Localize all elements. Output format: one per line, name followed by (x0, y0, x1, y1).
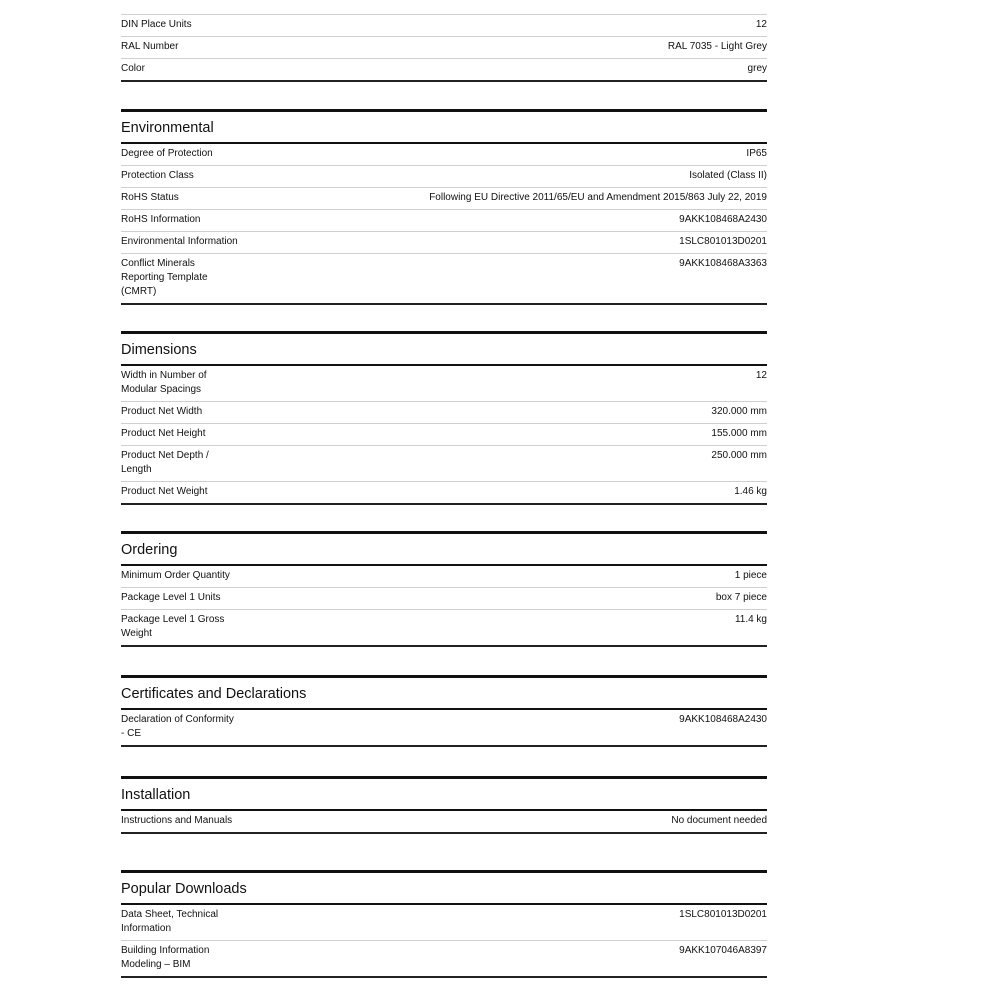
row-value: 12 (755, 19, 767, 30)
row-value: 1SLC801013D0201 (679, 236, 767, 247)
section-title: Environmental (121, 109, 767, 144)
section-title: Popular Downloads (121, 870, 767, 905)
spec-row (121, 188, 767, 210)
spec-row (121, 210, 767, 232)
spec-row-ral-number (121, 37, 767, 59)
row-value: box 7 piece (715, 592, 767, 603)
row-label: Declaration of Conformity - CE (121, 714, 234, 739)
row-value: 320.000 mm (711, 406, 767, 417)
spec-row (121, 566, 767, 588)
row-value: 1.46 kg (734, 486, 767, 497)
section-title: Installation (121, 776, 767, 811)
row-value: 1SLC801013D0201 (679, 909, 767, 920)
row-label: Data Sheet, Technical Information (121, 909, 219, 934)
row-label: Conflict Minerals Reporting Template (CMRT) (121, 258, 208, 297)
row-value: 9AKK108468A3363 (679, 258, 767, 269)
section-title: Ordering (121, 531, 767, 566)
spec-row (121, 366, 767, 402)
row-label: DIN Place Units (121, 19, 192, 30)
spec-row (121, 254, 767, 305)
row-value: 1 piece (734, 570, 767, 581)
row-label: Product Net Height (121, 428, 206, 439)
row-value: Following EU Directive 2011/65/EU and Amendment 2015/863 July 22, 2019 (429, 192, 767, 203)
row-label: Minimum Order Quantity (121, 570, 230, 581)
row-label: Package Level 1 Units (121, 592, 221, 603)
row-label: Product Net Width (121, 406, 203, 417)
row-label: Environmental Information (121, 236, 238, 247)
spec-row-din-place-units (121, 14, 767, 37)
row-label: RoHS Status (121, 192, 179, 203)
spec-row (121, 588, 767, 610)
row-label: Instructions and Manuals (121, 815, 233, 826)
row-value: 12 (755, 370, 767, 381)
row-label: Protection Class (121, 170, 194, 181)
spec-row (121, 424, 767, 446)
section-ordering (121, 531, 767, 647)
spec-row (121, 402, 767, 424)
row-label: Degree of Protection (121, 148, 213, 159)
row-label: RAL Number (121, 41, 179, 52)
spec-row (121, 144, 767, 166)
section-dimensions (121, 331, 767, 505)
row-label: Product Net Weight (121, 486, 208, 497)
spec-row (121, 811, 767, 834)
row-label: Package Level 1 Gross Weight (121, 614, 225, 639)
row-value: RAL 7035 - Light Grey (667, 41, 767, 52)
row-label: Building Information Modeling – BIM (121, 945, 210, 970)
row-value: Isolated (Class II) (689, 170, 767, 181)
section-popular-downloads (121, 870, 767, 978)
section-title: Dimensions (121, 331, 767, 366)
spec-row (121, 232, 767, 254)
row-value: 9AKK108468A2430 (679, 714, 767, 725)
row-value: 250.000 mm (711, 450, 767, 461)
spec-row (121, 446, 767, 482)
spec-row (121, 905, 767, 941)
spec-row (121, 610, 767, 647)
row-value: 9AKK108468A2430 (679, 214, 767, 225)
row-label: Color (121, 63, 145, 74)
row-value: IP65 (746, 148, 767, 159)
row-value: 9AKK107046A8397 (679, 945, 767, 956)
section-title: Certificates and Declarations (121, 675, 767, 710)
spec-row-color (121, 59, 767, 82)
row-value: 155.000 mm (711, 428, 767, 439)
spec-row (121, 482, 767, 505)
row-label: RoHS Information (121, 214, 201, 225)
row-label: Product Net Depth / Length (121, 450, 209, 475)
section-environmental (121, 109, 767, 305)
top-rows (121, 14, 767, 82)
spec-row (121, 941, 767, 978)
row-value: grey (747, 63, 767, 74)
section-certificates (121, 675, 767, 747)
row-value: 11.4 kg (734, 614, 767, 625)
row-value: No document needed (671, 815, 767, 826)
spec-row (121, 710, 767, 747)
row-label: Width in Number of Modular Spacings (121, 370, 207, 395)
spec-row (121, 166, 767, 188)
section-installation (121, 776, 767, 834)
